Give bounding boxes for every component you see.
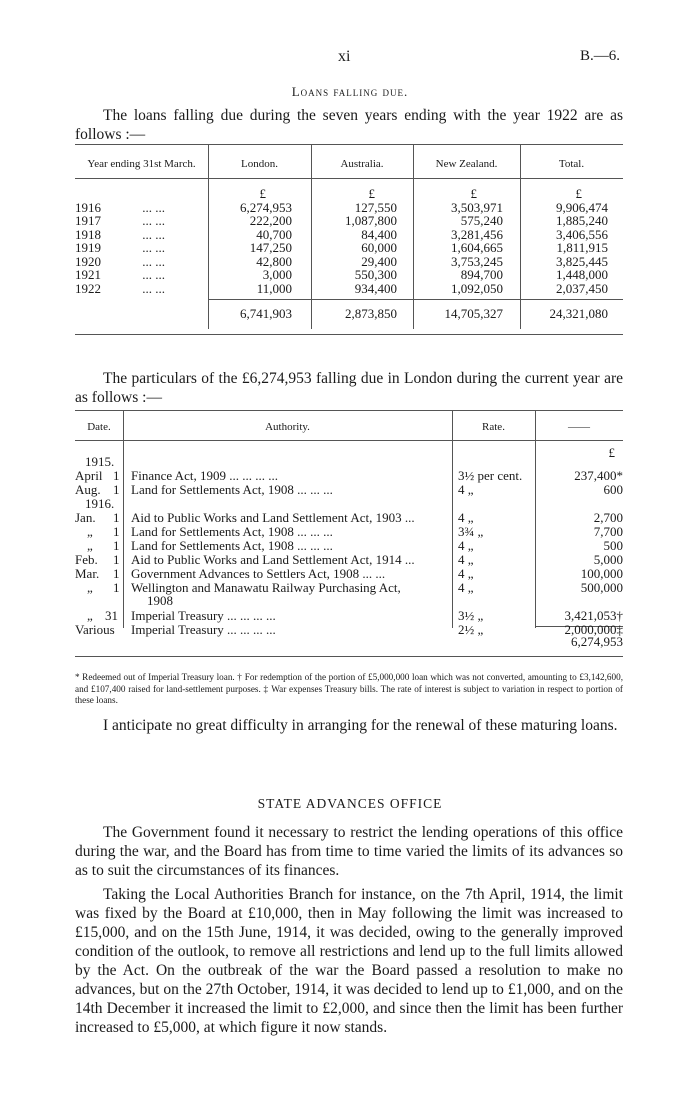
table-row: „ 1 Land for Settlements Act, 1908 ... ... ... 3¾ „ 7,700 — [87, 524, 623, 539]
section-title-state-advances: STATE ADVANCES OFFICE — [257, 796, 443, 811]
header-australia: Australia. — [340, 158, 384, 170]
table-row: „ 31 Imperial Treasury ... ... ... ... 3½ „ 3,421,053† — [87, 608, 623, 623]
year-cell: 1921 ... ... — [75, 267, 165, 282]
new-zealand-column: £ 3,503,971 575,240 3,281,456 1,604,665 3,753,245 894,700 1,092,050 — [451, 186, 503, 296]
table-row: Feb. 1 Aid to Public Works and Land Settlement Act, 1914 ... 4 „ 5,000 — [75, 552, 623, 567]
total-column: £ 9,906,474 1,885,240 3,406,556 1,811,915 3,825,445 1,448,000 2,037,450 — [556, 186, 608, 296]
year-cell: 1916 ... ... — [75, 199, 165, 215]
header-year: Year ending 31st March. — [87, 158, 196, 170]
year-cell: 1920 ... ... — [75, 253, 165, 269]
header-rate: Rate. — [482, 421, 505, 433]
section-title-loans: Loans falling due. — [291, 84, 409, 99]
state-advances-paragraph-2: Taking the Local Authorities Branch for instance, on the 7th April, 1914, the limit was fixed by the Board at £10,000, then in May following the limit was increased to £15,000, and on the 15th June, 1914, it was decided, owing to the generally improved condition of the outlook, to remove all restrictions and lend up to the full limits allowed by the Act. On the outbreak of the war the Board passed a resolution to make no advances, but on the 27th October, 1914, it was decided to lend up to £1,000, and on the 14th December it increased the limit to £2,000, and since then the limit has been further increased to £5,000, at which figure it now stands. — [75, 886, 623, 1036]
table-row: „ 1 Land for Settlements Act, 1908 ... ... ... 4 „ 500 — [87, 538, 623, 553]
particulars-total: 6,274,953 — [571, 634, 623, 649]
header-amount: —— — [568, 421, 590, 433]
anticipate-paragraph: I anticipate no great difficulty in arranging for the renewal of these maturing loans. — [103, 717, 618, 734]
london-particulars-table — [75, 410, 623, 660]
table-row: Jan. 1 Aid to Public Works and Land Settlement Act, 1903 ... 4 „ 2,700 — [75, 510, 623, 525]
header-london: London. — [241, 158, 278, 170]
table-row: April 1 Finance Act, 1909 ... ... ... ... 3½ per cent. 237,400* — [75, 468, 623, 483]
year-cell: 1918 ... ... — [75, 226, 165, 242]
loans-by-year-table — [75, 144, 623, 344]
document-reference: B.—6. — [580, 48, 621, 64]
table-row: Aug. 1 Land for Settlements Act, 1908 ... ... ... 4 „ 600 — [75, 482, 623, 497]
australia-column: £ 127,550 1,087,800 84,400 60,000 29,400 550,300 934,400 — [345, 186, 397, 296]
london-particulars-paragraph: The particulars of the £6,274,953 falling due in London during the current year are as follows :— — [75, 370, 623, 406]
year-cell: 1919 ... ... — [75, 240, 165, 255]
header-date: Date. — [87, 421, 111, 433]
page-number: xi — [338, 48, 351, 65]
year-label-1915: 1915. — [85, 454, 115, 469]
year-label-1916: 1916. — [85, 496, 115, 511]
year-column — [75, 187, 165, 295]
loans-intro-paragraph: The loans falling due during the seven years ending with the year 1922 are as follows :— — [75, 107, 623, 143]
table-row: Various Imperial Treasury ... ... ... ... 2½ „ 2,000,000‡ — [75, 622, 623, 637]
header-total: Total. — [558, 158, 585, 170]
year-cell: 1917 ... ... — [75, 213, 165, 228]
header-new-zealand: New Zealand. — [435, 158, 498, 170]
london-total: 6,741,903 — [240, 306, 292, 321]
table-footnote: * Redeemed out of Imperial Treasury loan. † For redemption of the portion of £5,000,000 loan which was not converted, amounting to £3,142,600, and £107,400 raised for land-settlement purposes. ‡ War expenses Treasury bills. The rate of interest is subject to variation in respect to portion of these loans. — [75, 672, 623, 705]
header-authority: Authority. — [265, 421, 310, 433]
table-row: 1908 — [147, 593, 173, 608]
new-zealand-total: 14,705,327 — [444, 306, 503, 321]
state-advances-paragraph-1: The Government found it necessary to restrict the lending operations of this office during the war, and the Board has from time to time varied the limits of its advances so as to suit the circumstances of its finances. — [75, 824, 623, 879]
australia-total: 2,873,850 — [345, 306, 397, 321]
grand-total: 24,321,080 — [549, 306, 608, 321]
currency-symbol: £ — [608, 445, 615, 460]
table-row: „ 1 Wellington and Manawatu Railway Purchasing Act, 4 „ 500,000 — [87, 580, 623, 595]
london-column: £ 6,274,953 222,200 40,700 147,250 42,800 3,000 11,000 — [240, 186, 292, 296]
year-cell: 1922 ... ... — [75, 280, 165, 296]
table-row: Mar. 1 Government Advances to Settlers Act, 1908 ... ... 4 „ 100,000 — [75, 566, 623, 581]
